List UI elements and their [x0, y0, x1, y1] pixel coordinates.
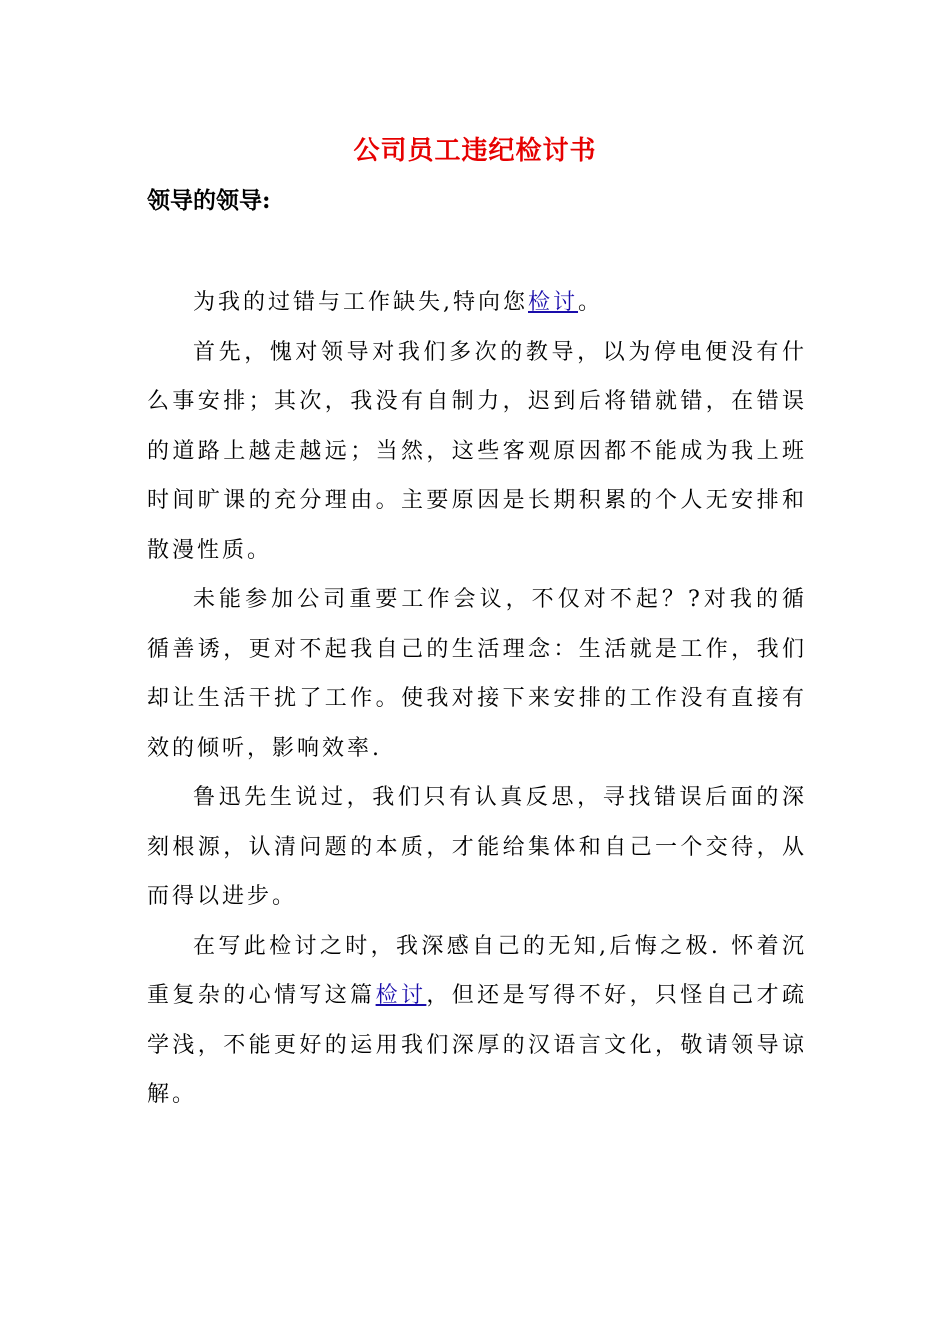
paragraph-1 — [147, 278, 807, 328]
paragraph-5-text-after: ，但还是写得不好，只怪自己才疏学浅，不能更好的运用我们深厚的汉语言文化，敬请领导谅解。 — [147, 983, 807, 1107]
paragraph-1-text-before: 为我的过错与工作缺失,特向您 — [193, 290, 528, 315]
salutation: 领导的领导: — [147, 187, 271, 214]
link-jiantao-2[interactable]: 检讨 — [375, 983, 427, 1008]
link-jiantao-1[interactable]: 检讨 — [528, 290, 579, 315]
paragraph-3: 未能参加公司重要工作会议，不仅对不起？?对我的循循善诱，更对不起我自己的生活理念：生活就是工作，我们却让生活干扰了工作。使我对接下来安排的工作没有直接有效的倾听，影响效率. — [147, 587, 807, 761]
paragraph-2: 首先，愧对领导对我们多次的教导，以为停电便没有什么事安排；其次，我没有自制力，迟到后将错就错，在错误的道路上越走越远；当然，这些客观原因都不能成为我上班时间旷课的充分理由。主要原因是长期积累的个人无安排和散漫性质。 — [147, 339, 807, 563]
paragraph-4: 鲁迅先生说过，我们只有认真反思，寻找错误后面的深刻根源，认清问题的本质，才能给集体和自己一个交待，从而得以进步。 — [147, 785, 807, 909]
document-title: 公司员工违纪检讨书 — [353, 136, 597, 166]
paragraph-1-text-after: 。 — [578, 290, 604, 315]
paragraph-5-text-before: 在写此检讨之时，我深感自己的无知,后悔之极. 怀着沉重复杂的心情写这篇 — [147, 933, 807, 1008]
paragraph-5 — [147, 922, 807, 1120]
document-body — [147, 278, 807, 1120]
